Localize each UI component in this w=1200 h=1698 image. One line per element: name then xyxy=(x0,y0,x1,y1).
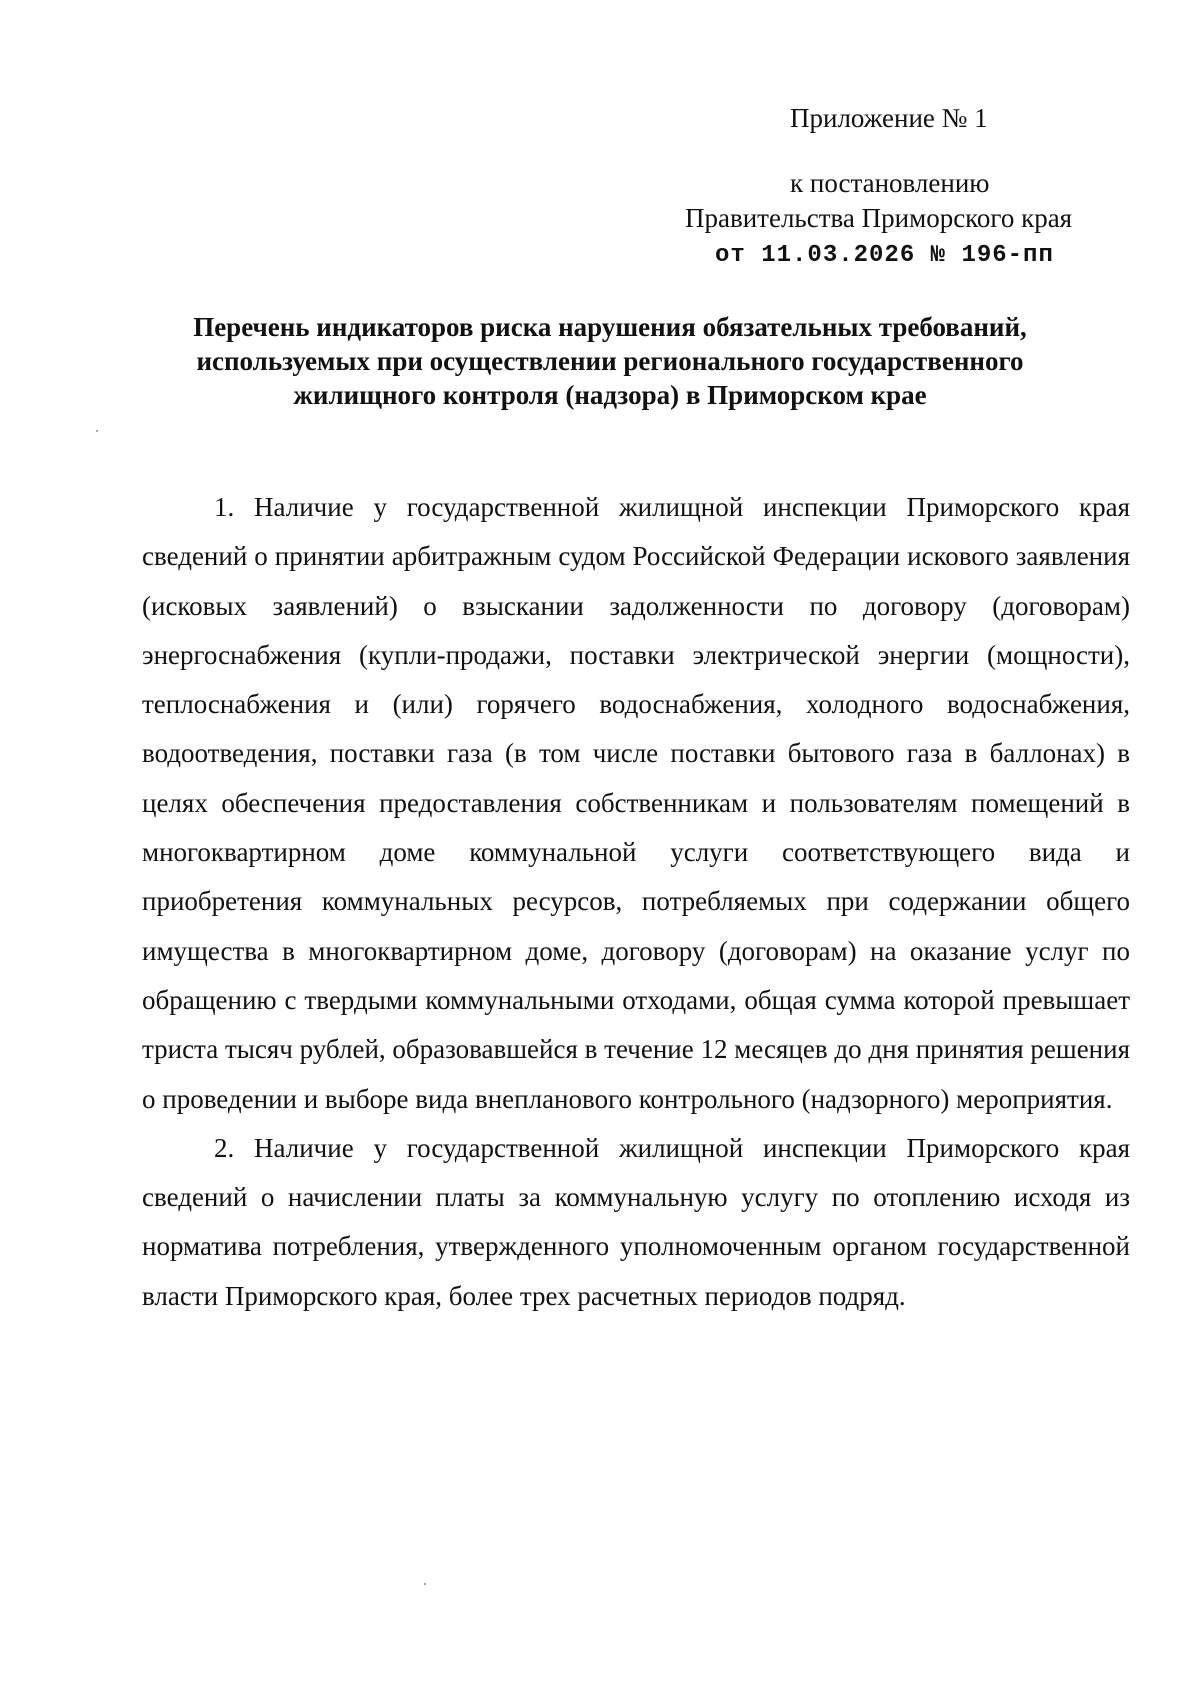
title-line: Перечень индикаторов риска нарушения обязательных требований, xyxy=(193,312,1027,342)
title-line: используемых при осуществлении регионального государственного xyxy=(196,346,1024,376)
document-title xyxy=(140,310,1080,412)
government-label: Правительства Приморского края xyxy=(685,203,1073,233)
to-decree-label: к постановлению xyxy=(790,168,990,198)
title-line: жилищного контроля (надзора) в Приморском крае xyxy=(293,380,927,410)
scan-artifact xyxy=(96,430,98,432)
list-item: 2. Наличие у государственной жилищной инспекции Приморского края сведений о начислении платы за коммунальную услугу по отоплению исходя из норматива потребления, утвержденного уполномоченным органом государственной власти Приморского края, более трех расчетных периодов подряд. xyxy=(142,1132,1130,1311)
document-body xyxy=(142,483,1130,1321)
decree-date-stamp: от 11.03.2026 № 196-пп xyxy=(715,242,1054,269)
scan-artifact xyxy=(424,1583,426,1585)
appendix-label: Приложение № 1 xyxy=(790,103,988,133)
list-item: 1. Наличие у государственной жилищной инспекции Приморского края сведений о принятии арбитражным судом Российской Федерации искового заявления (исковых заявлений) о взыскании задолженности по договору (договорам) энергоснабжения (купли-продажи, поставки электрической энергии (мощности), теплоснабжения и (или) горячего водоснабжения, холодного водоснабжения, водоотведения, поставки газа (в том числе поставки бытового газа в баллонах) в целях обеспечения предоставления собственникам и пользователям помещений в многоквартирном доме коммунальной услуги соответствующего вида и приобретения коммунальных ресурсов, потребляемых при содержании общего имущества в многоквартирном доме, договору (договорам) на оказание услуг по обращению с твердыми коммунальными отходами, общая сумма которой превышает триста тысяч рублей, образовавшейся в течение 12 месяцев до дня принятия решения о проведении и выборе вида внепланового контрольного (надзорного) мероприятия. xyxy=(142,492,1130,1114)
